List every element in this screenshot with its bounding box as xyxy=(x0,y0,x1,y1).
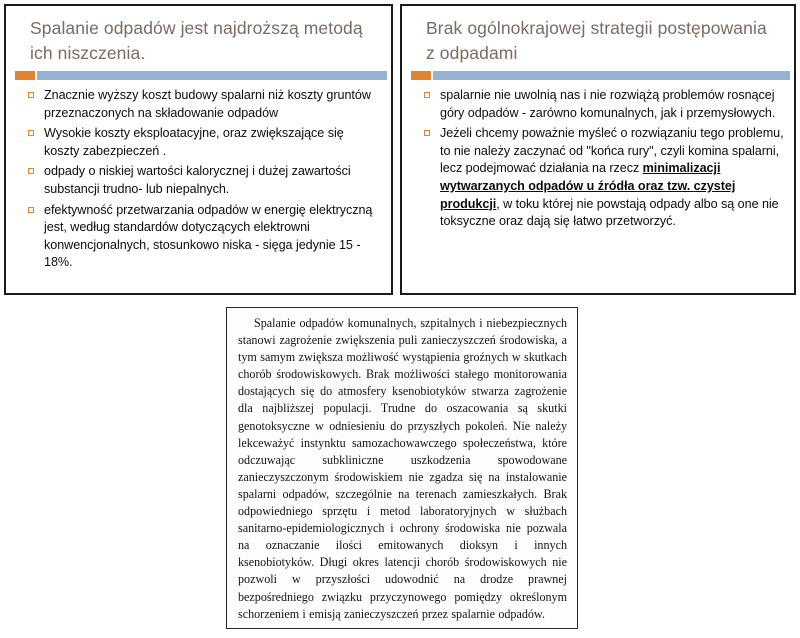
slide-panel-left xyxy=(4,4,393,295)
bullet-text: efektywność przetwarzania odpadów w energię elektryczną jest, według standardów dotyczących elektrowni konwencjonalnych, stosunkowo niska - sięga jedynie 15 - 18%. xyxy=(44,202,373,270)
list-item xyxy=(28,163,381,198)
title-accent-rule-right xyxy=(402,71,794,80)
slide-panel-right xyxy=(400,4,796,295)
square-bullet-icon xyxy=(424,130,430,136)
accent-blue-bar xyxy=(37,71,387,80)
list-item xyxy=(424,87,784,122)
list-item xyxy=(424,125,784,231)
list-item xyxy=(28,202,381,272)
square-bullet-icon xyxy=(28,168,34,174)
bullet-text: spalarnie nie uwolnią nas i nie rozwiążą problemów rosnącej góry odpadów - zarówno komunalnych, jak i przemysłowych. xyxy=(440,88,776,120)
bullet-text-before: Jeżeli chcemy poważnie myśleć o rozwiązaniu tego problemu, to nie należy zaczynać od "końca rury", czyli komina spalarni, lecz podejmować działania na rzecz xyxy=(440,126,784,176)
accent-orange-block xyxy=(15,71,35,80)
square-bullet-icon xyxy=(424,92,430,98)
list-item xyxy=(28,125,381,160)
bullet-text-emphasis: minimalizacji wytwarzanych odpadów u źródła oraz tzw. czystej produkcji xyxy=(440,161,736,211)
square-bullet-icon xyxy=(28,130,34,136)
bullet-text: odpady o niskiej wartości kalorycznej i dużej zawartości substancji trudno- lub niepalnych. xyxy=(44,164,351,196)
slide-title-right: Brak ogólnokrajowej strategii postępowania z odpadami xyxy=(426,18,767,63)
scanned-article-clipping xyxy=(226,307,578,629)
bullet-list-left xyxy=(6,80,391,272)
accent-blue-bar xyxy=(433,71,790,80)
title-accent-rule-left xyxy=(6,71,391,80)
bullet-text-after: , w toku której nie powstają odpady albo są one nie toksyczne oraz dają się łatwo przetworzyć. xyxy=(440,196,779,229)
bullet-text: Wysokie koszty eksploatacyjne, oraz zwiększające się koszty zabezpieczeń . xyxy=(44,126,344,158)
square-bullet-icon xyxy=(28,207,34,213)
bullet-text: Znacznie wyższy koszt budowy spalarni niż koszty gruntów przeznaczonych na składowanie odpadów xyxy=(44,88,371,120)
slide-title-left: Spalanie odpadów jest najdroższą metodą ich niszczenia. xyxy=(30,18,363,63)
accent-orange-block xyxy=(411,71,431,80)
scanned-article-text: Spalanie odpadów komunalnych, szpitalnych i niebezpiecznych stanowi zagrożenie zwiększenia puli zanieczyszczeń środowiska, a tym samym zwiększa możliwość wystąpienia groźnych w skutkach chorób środowiskowych. Brak możliwości stałego monitorowania dostających się do atmosfery ksenobiotyków stwarza zagrożenie dla najbliższej populacji. Trudne do oszacowania są skutki genotoksyczne w odniesieniu do przyszłych pokoleń. Nie należy lekceważyć instynktu samozachowawczego społeczeństwa, które odczuwając subkliniczne uszkodzenia spowodowane zanieczyszczonym środowiskiem nie zgadza się na instalowanie spalarni odpadów, szczególnie na terenach zamieszkałych. Brak odpowiedniego sprzętu i metod laboratoryjnych w służbach sanitarno-epidemiologicznych i ochrony środowiska nie pozwala na oznaczanie ilości emitowanych dioksyn i innych ksenobiotyków. Długi okres latencji chorób środowiskowych nie pozwoli w przyszłości udowodnić na drodze prawnej bezpośredniego związku przyczynowego pomiędzy określonym schorzeniem i emisją zanieczyszczeń przez spalarnie odpadów. xyxy=(238,316,567,621)
square-bullet-icon xyxy=(28,92,34,98)
bullet-list-right xyxy=(402,80,794,231)
list-item xyxy=(28,87,381,122)
bullet-text-rich xyxy=(440,126,784,228)
